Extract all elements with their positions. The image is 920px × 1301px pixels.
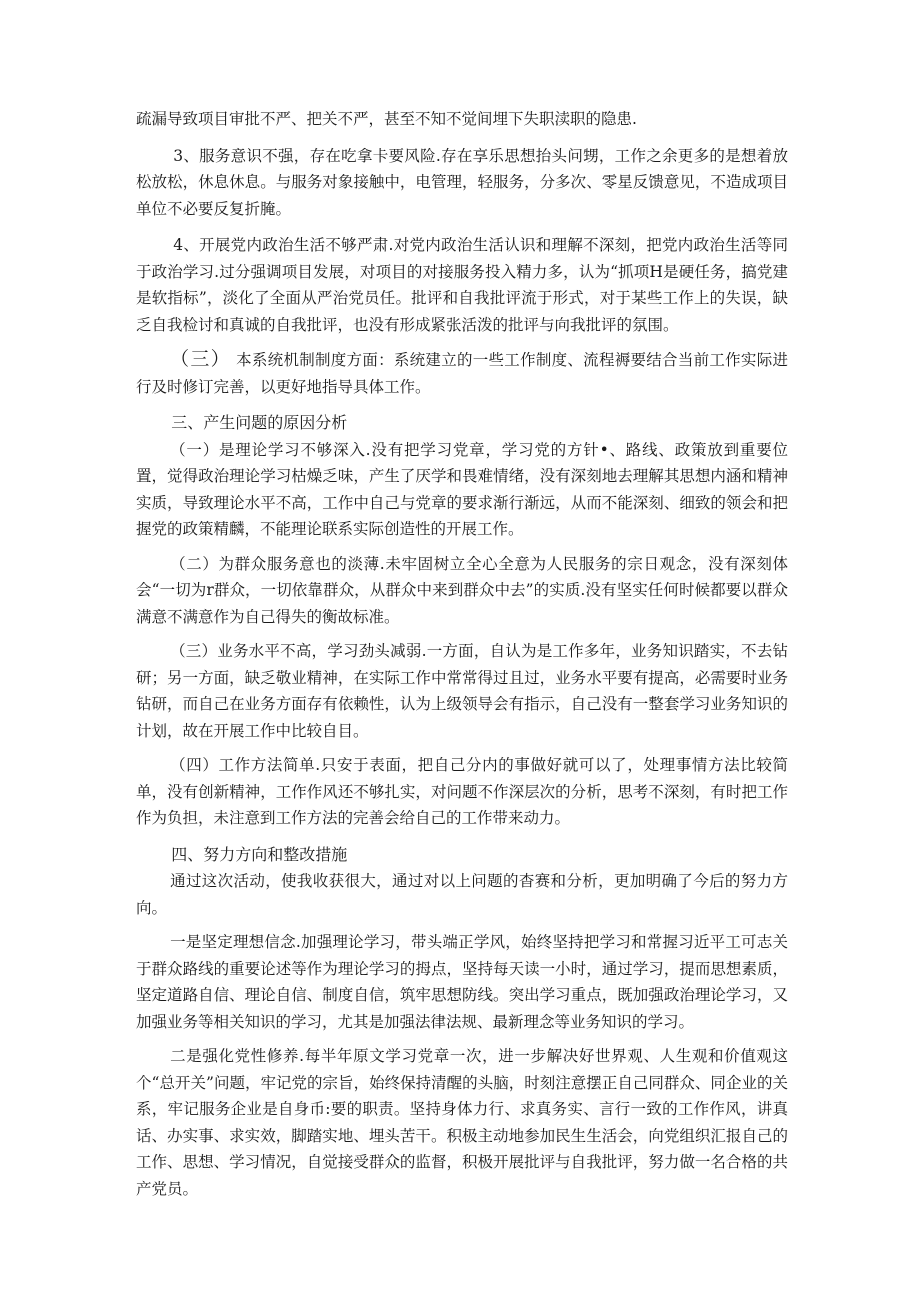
section-heading-4: 四、努力方向和整改措施 [171,844,348,864]
paragraph-measure-2: 二是强化党性修养.每半年原文学习党章一次，进一步解决好世界观、人生观和价值观这个“总开关”问题，牢记党的宗旨，始终保持清醒的头脑，时刻注意摆正自己同群众、同企业的关系，牢记服务企业是自身币:要的职责。坚持身体力行、求真务实、言行一致的工作作风，讲真话、办实事、求实效，脚踏实地、埋头苦干。积极主动地参加民生生活会，向党组织汇报自己的工作、思想、学习情况，自觉接受群众的监督，积极开展批评与自我批评，努力做一名合格的共产党员。 [136,1047,788,1198]
paragraph-cause-4: （四）工作方法简单.只安于表面，把自己分内的事做好就可以了，处理事情方法比较简单，没有创新精神，工作作风还不够扎实，对问题不作深层次的分析，思考不深刻，有时把工作作为负担，未注意到工作方法的完善会给自己的工作带来动力。 [136,756,788,827]
paragraph-cause-2: （二）为群众服务意也的淡薄.未牢固树立全心全意为人民服务的宗日观念，没有深刻体会“一切为r群众，一切依靠群众，从群众中来到群众中去”的实质.没有坚实任何时候都要以群众满意不满意作为自己得失的衡故标准。 [136,554,788,626]
paragraph-intro: 通过这次活动，使我收获很大，通过对以上问题的杳赛和分析，更加明确了今后的努力方向。 [136,872,788,917]
paragraph-cause-3: （三）业务水平不高，学习劲头减弱.一方面，自认为是工作多年，业务知识踏实，不去钻研；另一方面，缺乏敬业精神，在实际工作中常常得过且过，业务水平要有提高，必需要时业务钻研，而自己在业务方面存有依赖性，认为上级领导会有指示，自己没有一整套学习业务知识的计划，故在开展工作中比较自目。 [136,642,788,740]
subsection-text: 本系统机制制度方面：系统建立的一些工作制度、流程褥要结合当前工作实际进行及时修订完善，以更好地指导具体工作。 [136,351,788,396]
paragraph-cause-1: （一）是理论学习不够深入.没有把学习党章，学习党的方针•、路线、政策放到重要位置，觉得政治理论学习枯燥乏味，产生了厌学和畏难情绪，没有深刻地去理解其思想内涵和精神实质，导致理论水平不高，工作中自己与党章的要求渐行渐远，从而不能深刻、细致的领会和把握党的政策精麟，不能理论联系实际创造性的开展工作。 [136,440,788,538]
paragraph-item-3: 3、服务意识不强，存在吃拿卡要风险.存在享乐思想抬头问甥，工作之余更多的是想着放松放松，休息休息。与服务对象接触中，电管理，轻服务，分多次、零星反馈意见，不造成项目单位不必要反复折腌。 [136,146,788,218]
subsection-number: （三） [170,348,231,370]
paragraph-subsection-3 [136,346,788,400]
paragraph-continuation: 疏漏导致项目审批不严、把关不严，甚至不知不觉间埋下失职渎职的隐患. [136,110,637,128]
document-page [136,106,788,1202]
section-heading-3: 三、产生问题的原因分析 [171,413,348,432]
paragraph-item-4: 4、开展党内政治生活不够严肃.对党内政治生活认识和理解不深刻，把党内政治生活等同于政治学习.过分强调项目发展，对项目的对接服务投入精力多，认为“抓项H是硬任务，搞党建是软指标”，淡化了全面从严治党员任。批评和自我批评流于形式，对于某些工作上的失误，缺乏自我检讨和真诚的自我批评，也没有形成紧张活泼的批评与向我批评的氛围。 [136,236,788,334]
paragraph-measure-1: 一是坚定理想信念.加强理论学习，带头端正学风，始终坚持把学习和常握习近平工可志关于群众路线的重要论述等作为理论学习的拇点，坚持每天读一小时，通过学习，提而思想素质，坚定道路自信、理论自信、制度自信，筑牢思想防线。突出学习重点，既加强政治理论学习，又加强业务等相关知识的学习，尤其是加强法律法规、最新理念等业务知识的学习。 [136,933,788,1031]
